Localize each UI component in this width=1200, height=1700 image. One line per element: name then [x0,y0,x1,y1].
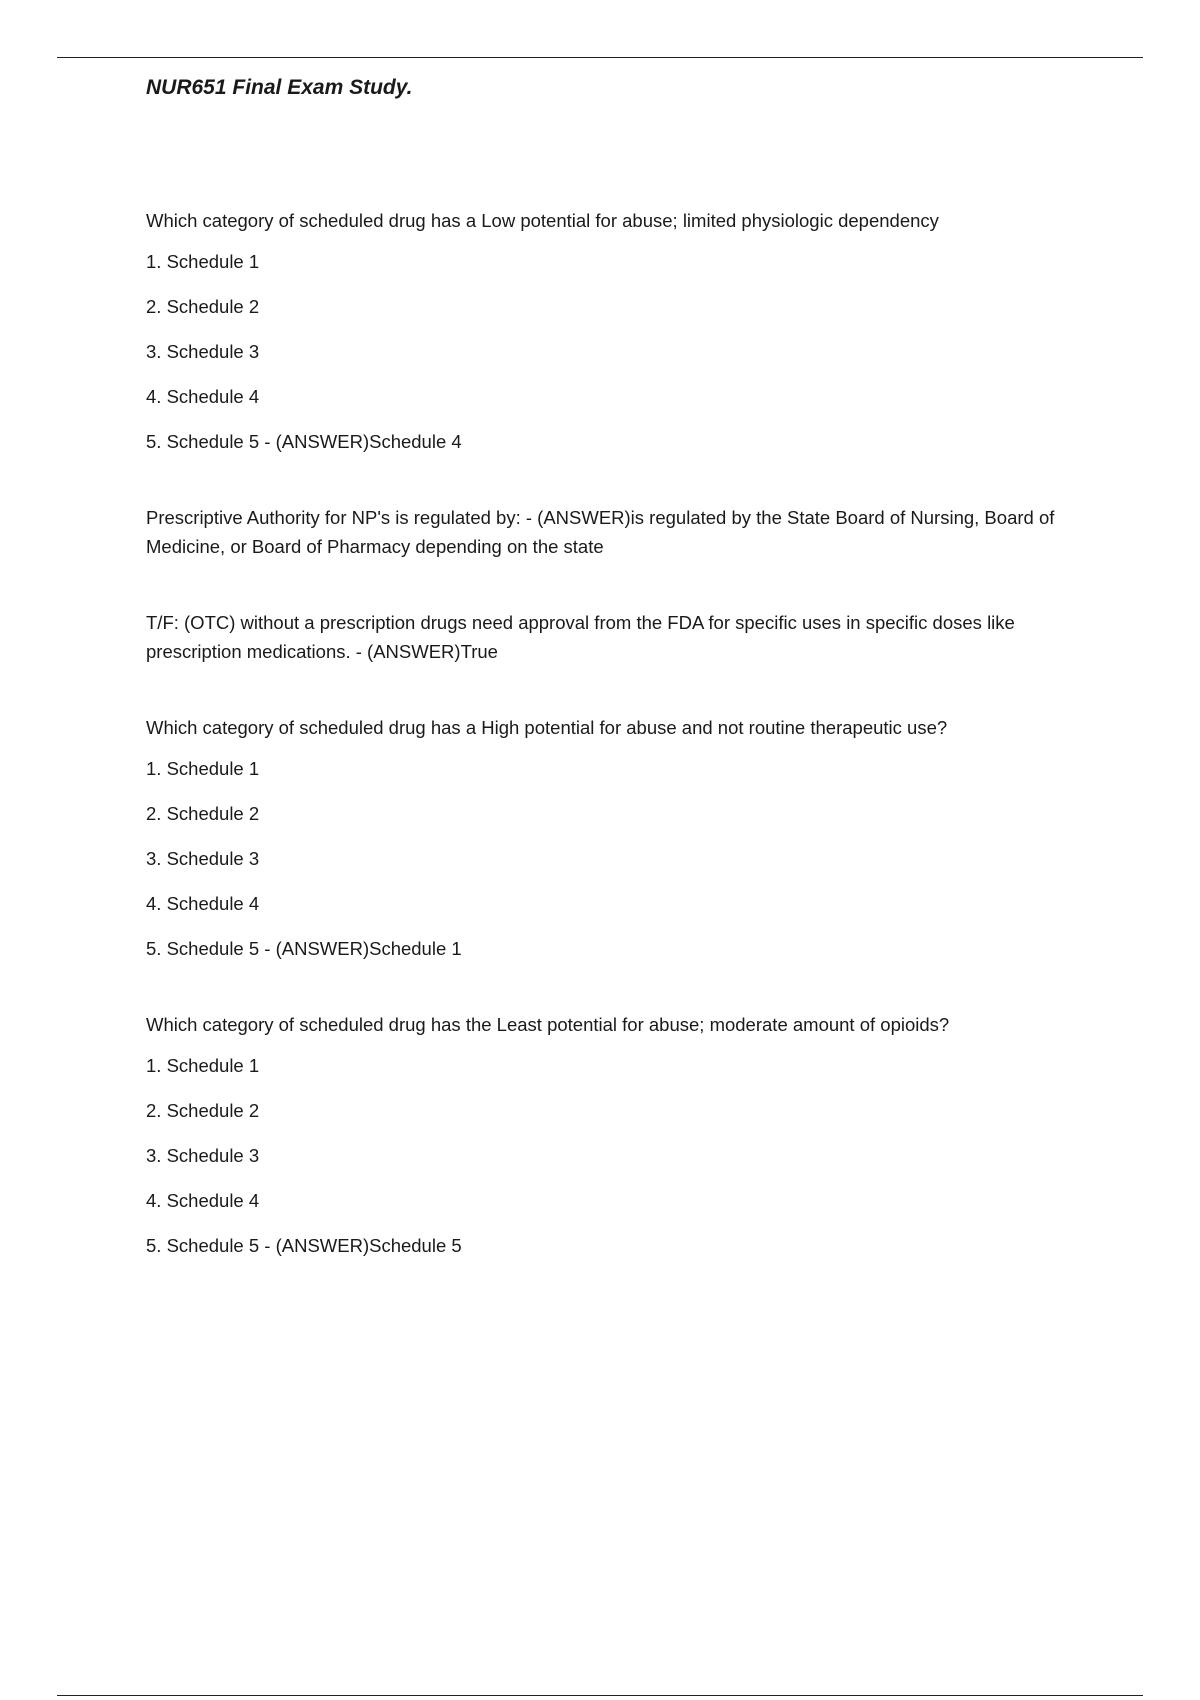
option-item: 5. Schedule 5 - (ANSWER)Schedule 1 [146,938,462,959]
question-list [146,206,1086,1260]
question-block [146,1010,1086,1260]
header-rule [57,57,1143,58]
option-list [146,1051,1086,1260]
question-text: Which category of scheduled drug has the Least potential for abuse; moderate amount of opioids? [146,1014,950,1035]
option-list [146,754,1086,963]
question-block [146,713,1086,963]
question-text: Prescriptive Authority for NP's is regulated by: - (ANSWER)is regulated by the State Board of Nursing, Board of Medicine, or Board of Pharmacy depending on the state [146,507,1055,557]
option-item: 1. Schedule 1 [146,758,260,779]
option-item: 4. Schedule 4 [146,893,260,914]
document-page [146,72,1086,1307]
option-item: 5. Schedule 5 - (ANSWER)Schedule 4 [146,431,462,452]
option-item: 3. Schedule 3 [146,1145,260,1166]
question-text: Which category of scheduled drug has a Low potential for abuse; limited physiologic dependency [146,210,939,231]
option-item: 1. Schedule 1 [146,1055,260,1076]
footer-rule [57,1695,1143,1696]
question-block [146,503,1086,561]
option-item: 2. Schedule 2 [146,1100,260,1121]
option-item: 5. Schedule 5 - (ANSWER)Schedule 5 [146,1235,462,1256]
document-title: NUR651 Final Exam Study. [146,76,413,99]
question-block [146,206,1086,456]
question-block [146,608,1086,666]
option-item: 3. Schedule 3 [146,848,260,869]
option-item: 3. Schedule 3 [146,341,260,362]
option-item: 4. Schedule 4 [146,1190,260,1211]
option-list [146,247,1086,456]
option-item: 4. Schedule 4 [146,386,260,407]
option-item: 2. Schedule 2 [146,803,260,824]
question-text: Which category of scheduled drug has a High potential for abuse and not routine therapeutic use? [146,717,948,738]
question-text: T/F: (OTC) without a prescription drugs need approval from the FDA for specific uses in specific doses like prescription medications. - (ANSWER)True [146,612,1015,662]
option-item: 1. Schedule 1 [146,251,260,272]
option-item: 2. Schedule 2 [146,296,260,317]
